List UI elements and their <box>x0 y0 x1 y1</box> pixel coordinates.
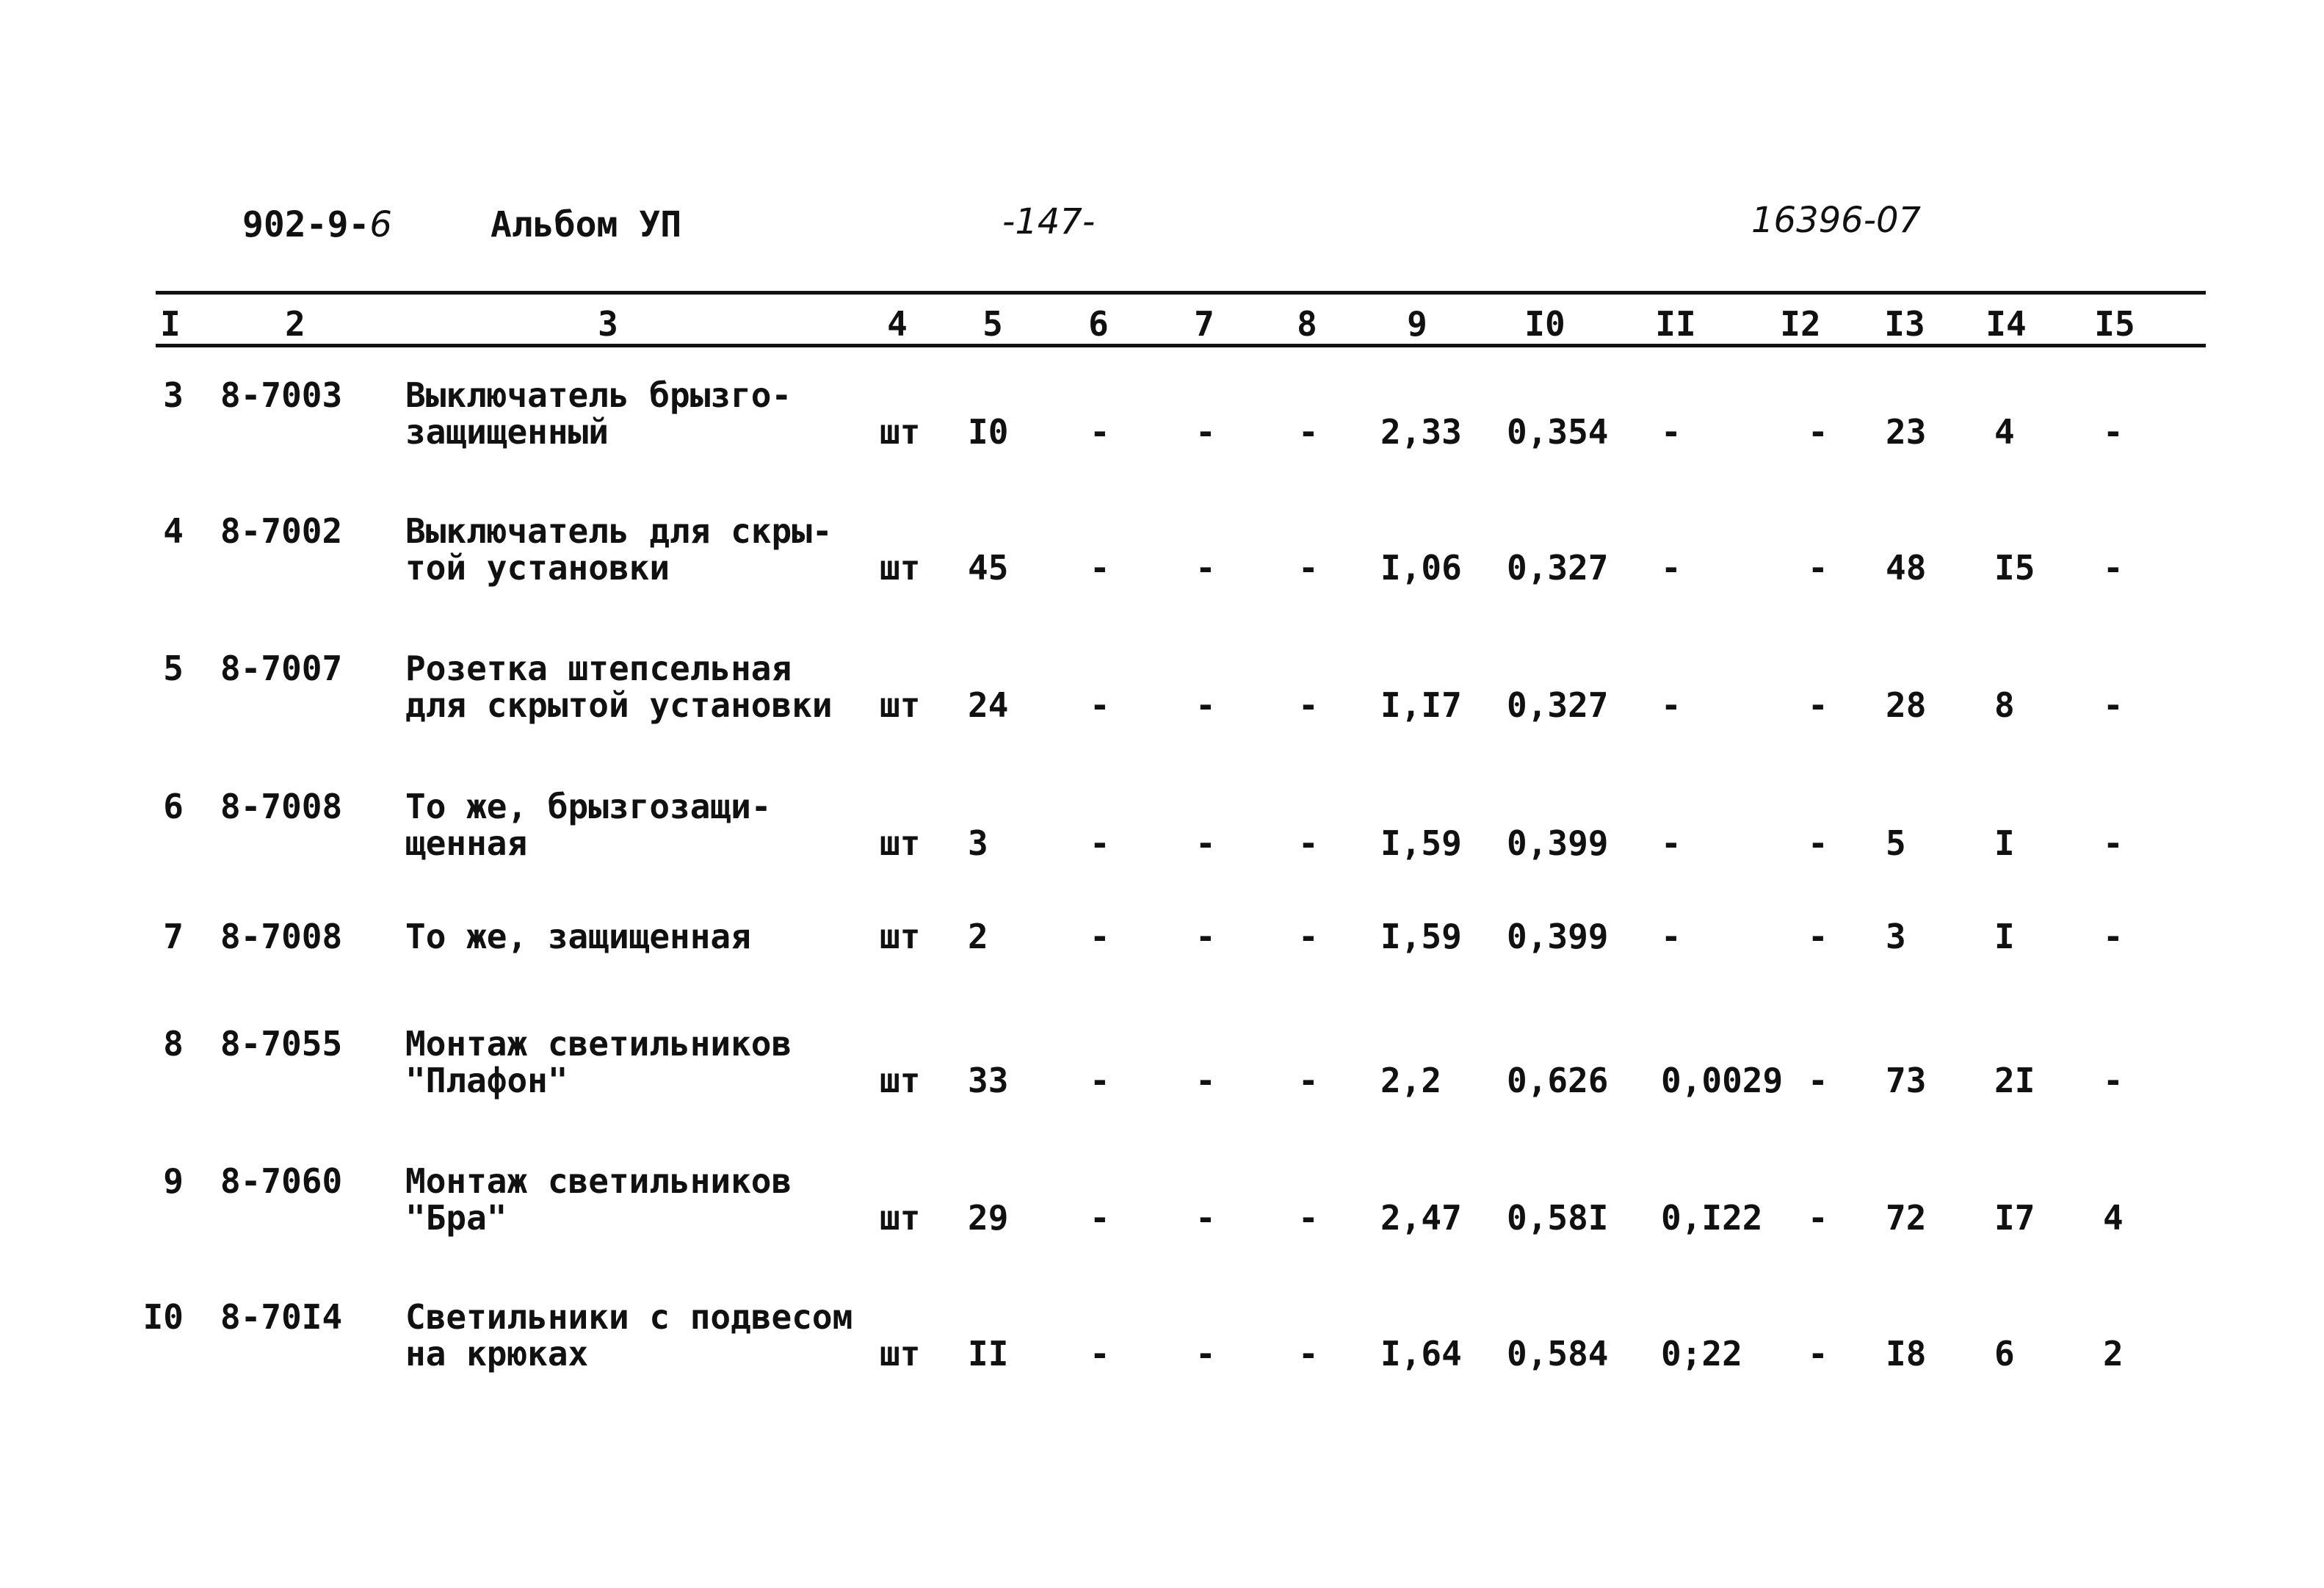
row-name-line: Розетка штепсельная <box>405 649 792 688</box>
cell-c13: 48 <box>1886 548 1927 588</box>
cell-c15: 2 <box>2103 1334 2124 1374</box>
cell-c5: 2 <box>968 917 988 956</box>
cell-c12: - <box>1808 685 1828 725</box>
row-code: 8-7008 <box>220 917 343 956</box>
row-code: 8-7002 <box>220 511 343 551</box>
cell-unit: шт <box>880 1198 921 1238</box>
column-number-15: I5 <box>2094 304 2135 344</box>
cell-c12: - <box>1808 548 1828 588</box>
cell-c11: - <box>1661 412 1682 452</box>
cell-c9: I,59 <box>1380 917 1462 956</box>
cell-c7: - <box>1195 917 1216 956</box>
column-number-11: II <box>1655 304 1696 344</box>
cell-c15: - <box>2103 1061 2124 1100</box>
cell-unit: шт <box>880 1334 921 1374</box>
cell-c13: 3 <box>1886 917 1906 956</box>
column-number-7: 7 <box>1194 304 1215 344</box>
cell-c15: - <box>2103 917 2124 956</box>
cell-c8: - <box>1298 548 1319 588</box>
cell-c11: - <box>1661 823 1682 863</box>
cell-c7: - <box>1195 1334 1216 1374</box>
cell-c5: I0 <box>968 412 1009 452</box>
cell-c5: 33 <box>968 1061 1009 1100</box>
cell-c14: 8 <box>1994 685 2015 725</box>
cell-unit: шт <box>880 823 921 863</box>
cell-c10: 0,327 <box>1507 548 1609 588</box>
cell-c5: 3 <box>968 823 988 863</box>
column-numbers-rule <box>156 344 2206 347</box>
cell-c9: I,06 <box>1380 548 1462 588</box>
cell-c15: - <box>2103 412 2124 452</box>
cell-c15: - <box>2103 548 2124 588</box>
column-number-13: I3 <box>1884 304 1925 344</box>
cell-c6: - <box>1090 823 1110 863</box>
cell-c10: 0,584 <box>1507 1334 1609 1374</box>
cell-c9: I,64 <box>1380 1334 1462 1374</box>
cell-c10: 0,399 <box>1507 823 1609 863</box>
cell-c6: - <box>1090 1061 1110 1100</box>
column-number-9: 9 <box>1407 304 1427 344</box>
cell-c9: 2,33 <box>1380 412 1462 452</box>
cell-c15: - <box>2103 685 2124 725</box>
cell-c10: 0,626 <box>1507 1061 1609 1100</box>
cell-c8: - <box>1298 685 1319 725</box>
row-name-line: той установки <box>405 548 670 588</box>
cell-c14: I <box>1994 823 2015 863</box>
cell-c11: 0,I22 <box>1661 1198 1763 1238</box>
cell-unit: шт <box>880 548 921 588</box>
album-label: Альбом УП <box>490 204 682 245</box>
cell-c11: - <box>1661 917 1682 956</box>
column-number-10: I0 <box>1524 304 1565 344</box>
cell-c13: 72 <box>1886 1198 1927 1238</box>
cell-c5: II <box>968 1334 1009 1374</box>
cell-c12: - <box>1808 1061 1828 1100</box>
cell-c10: 0,58I <box>1507 1198 1609 1238</box>
cell-c13: 28 <box>1886 685 1927 725</box>
row-name-line: для скрытой установки <box>405 685 833 725</box>
cell-c10: 0,399 <box>1507 917 1609 956</box>
column-number-14: I4 <box>1985 304 2027 344</box>
row-name-line: Выключатель брызго- <box>405 375 792 415</box>
row-name-line: щенная <box>405 823 528 863</box>
row-name-line: Светильники с подвесом <box>405 1297 853 1337</box>
cell-c9: 2,2 <box>1380 1061 1442 1100</box>
cell-c12: - <box>1808 1334 1828 1374</box>
row-code: 8-70I4 <box>220 1297 343 1337</box>
cell-c6: - <box>1090 548 1110 588</box>
cell-c7: - <box>1195 1198 1216 1238</box>
cell-c15: 4 <box>2103 1198 2124 1238</box>
cell-unit: шт <box>880 917 921 956</box>
page-number: -147- <box>1002 201 1096 242</box>
row-code: 8-7055 <box>220 1024 343 1064</box>
row-number: 4 <box>163 511 184 551</box>
cell-c8: - <box>1298 412 1319 452</box>
cell-c13: 23 <box>1886 412 1927 452</box>
table-top-rule <box>156 291 2206 295</box>
column-number-6: 6 <box>1088 304 1109 344</box>
cell-c12: - <box>1808 412 1828 452</box>
cell-c6: - <box>1090 412 1110 452</box>
cell-c11: - <box>1661 548 1682 588</box>
cell-c10: 0,354 <box>1507 412 1609 452</box>
cell-c8: - <box>1298 1334 1319 1374</box>
cell-c8: - <box>1298 1198 1319 1238</box>
cell-c14: I5 <box>1994 548 2035 588</box>
cell-c5: 45 <box>968 548 1009 588</box>
row-code: 8-7007 <box>220 649 343 688</box>
column-number-8: 8 <box>1297 304 1317 344</box>
cell-c9: 2,47 <box>1380 1198 1462 1238</box>
cell-c7: - <box>1195 412 1216 452</box>
cell-c12: - <box>1808 1198 1828 1238</box>
row-name-line: на крюках <box>405 1334 589 1374</box>
row-number: I0 <box>142 1297 184 1337</box>
column-number-1: I <box>160 304 181 344</box>
row-number: 9 <box>163 1161 184 1201</box>
row-code: 8-7003 <box>220 375 343 415</box>
cell-c14: I7 <box>1994 1198 2035 1238</box>
row-number: 5 <box>163 649 184 688</box>
cell-c13: 5 <box>1886 823 1906 863</box>
cell-c11: 0;22 <box>1661 1334 1742 1374</box>
row-name-line: Выключатель для скры- <box>405 511 833 551</box>
cell-c14: I <box>1994 917 2015 956</box>
row-name-line: защищенный <box>405 412 609 452</box>
cell-c12: - <box>1808 823 1828 863</box>
document-code <box>242 204 392 245</box>
cell-unit: шт <box>880 685 921 725</box>
cell-c5: 29 <box>968 1198 1009 1238</box>
cell-c9: I,59 <box>1380 823 1462 863</box>
cell-c14: 6 <box>1994 1334 2015 1374</box>
row-code: 8-7008 <box>220 787 343 826</box>
cell-c7: - <box>1195 1061 1216 1100</box>
document-code-prefix: 902-9- <box>242 204 370 245</box>
column-number-12: I2 <box>1780 304 1821 344</box>
column-number-2: 2 <box>285 304 305 344</box>
row-number: 8 <box>163 1024 184 1064</box>
cell-c14: 4 <box>1994 412 2015 452</box>
cell-unit: шт <box>880 1061 921 1100</box>
cell-c6: - <box>1090 1334 1110 1374</box>
row-number: 6 <box>163 787 184 826</box>
cell-c6: - <box>1090 685 1110 725</box>
cell-c5: 24 <box>968 685 1009 725</box>
document-code-suffix: 6 <box>369 204 392 245</box>
row-name-line: То же, брызгозащи- <box>405 787 772 826</box>
cell-c12: - <box>1808 917 1828 956</box>
row-name-line: "Бра" <box>405 1198 507 1238</box>
cell-c13: 73 <box>1886 1061 1927 1100</box>
column-number-5: 5 <box>982 304 1003 344</box>
row-name-line: Монтаж светильников <box>405 1024 792 1064</box>
cell-c10: 0,327 <box>1507 685 1609 725</box>
row-number: 7 <box>163 917 184 956</box>
cell-c8: - <box>1298 823 1319 863</box>
cell-c7: - <box>1195 685 1216 725</box>
cell-c11: - <box>1661 685 1682 725</box>
cell-c6: - <box>1090 1198 1110 1238</box>
cell-unit: шт <box>880 412 921 452</box>
column-number-4: 4 <box>887 304 908 344</box>
cell-c8: - <box>1298 1061 1319 1100</box>
cell-c11: 0,0029 <box>1661 1061 1784 1100</box>
row-name-line: Монтаж светильников <box>405 1161 792 1201</box>
cell-c6: - <box>1090 917 1110 956</box>
cell-c13: I8 <box>1886 1334 1927 1374</box>
cell-c8: - <box>1298 917 1319 956</box>
row-number: 3 <box>163 375 184 415</box>
cell-c7: - <box>1195 548 1216 588</box>
cell-c7: - <box>1195 823 1216 863</box>
row-code: 8-7060 <box>220 1161 343 1201</box>
document-number: 16396-07 <box>1751 200 1922 241</box>
column-number-3: 3 <box>598 304 618 344</box>
row-name-line: "Плафон" <box>405 1061 568 1100</box>
cell-c9: I,I7 <box>1380 685 1462 725</box>
row-name-line: То же, защищенная <box>405 917 751 956</box>
cell-c14: 2I <box>1994 1061 2035 1100</box>
cell-c15: - <box>2103 823 2124 863</box>
